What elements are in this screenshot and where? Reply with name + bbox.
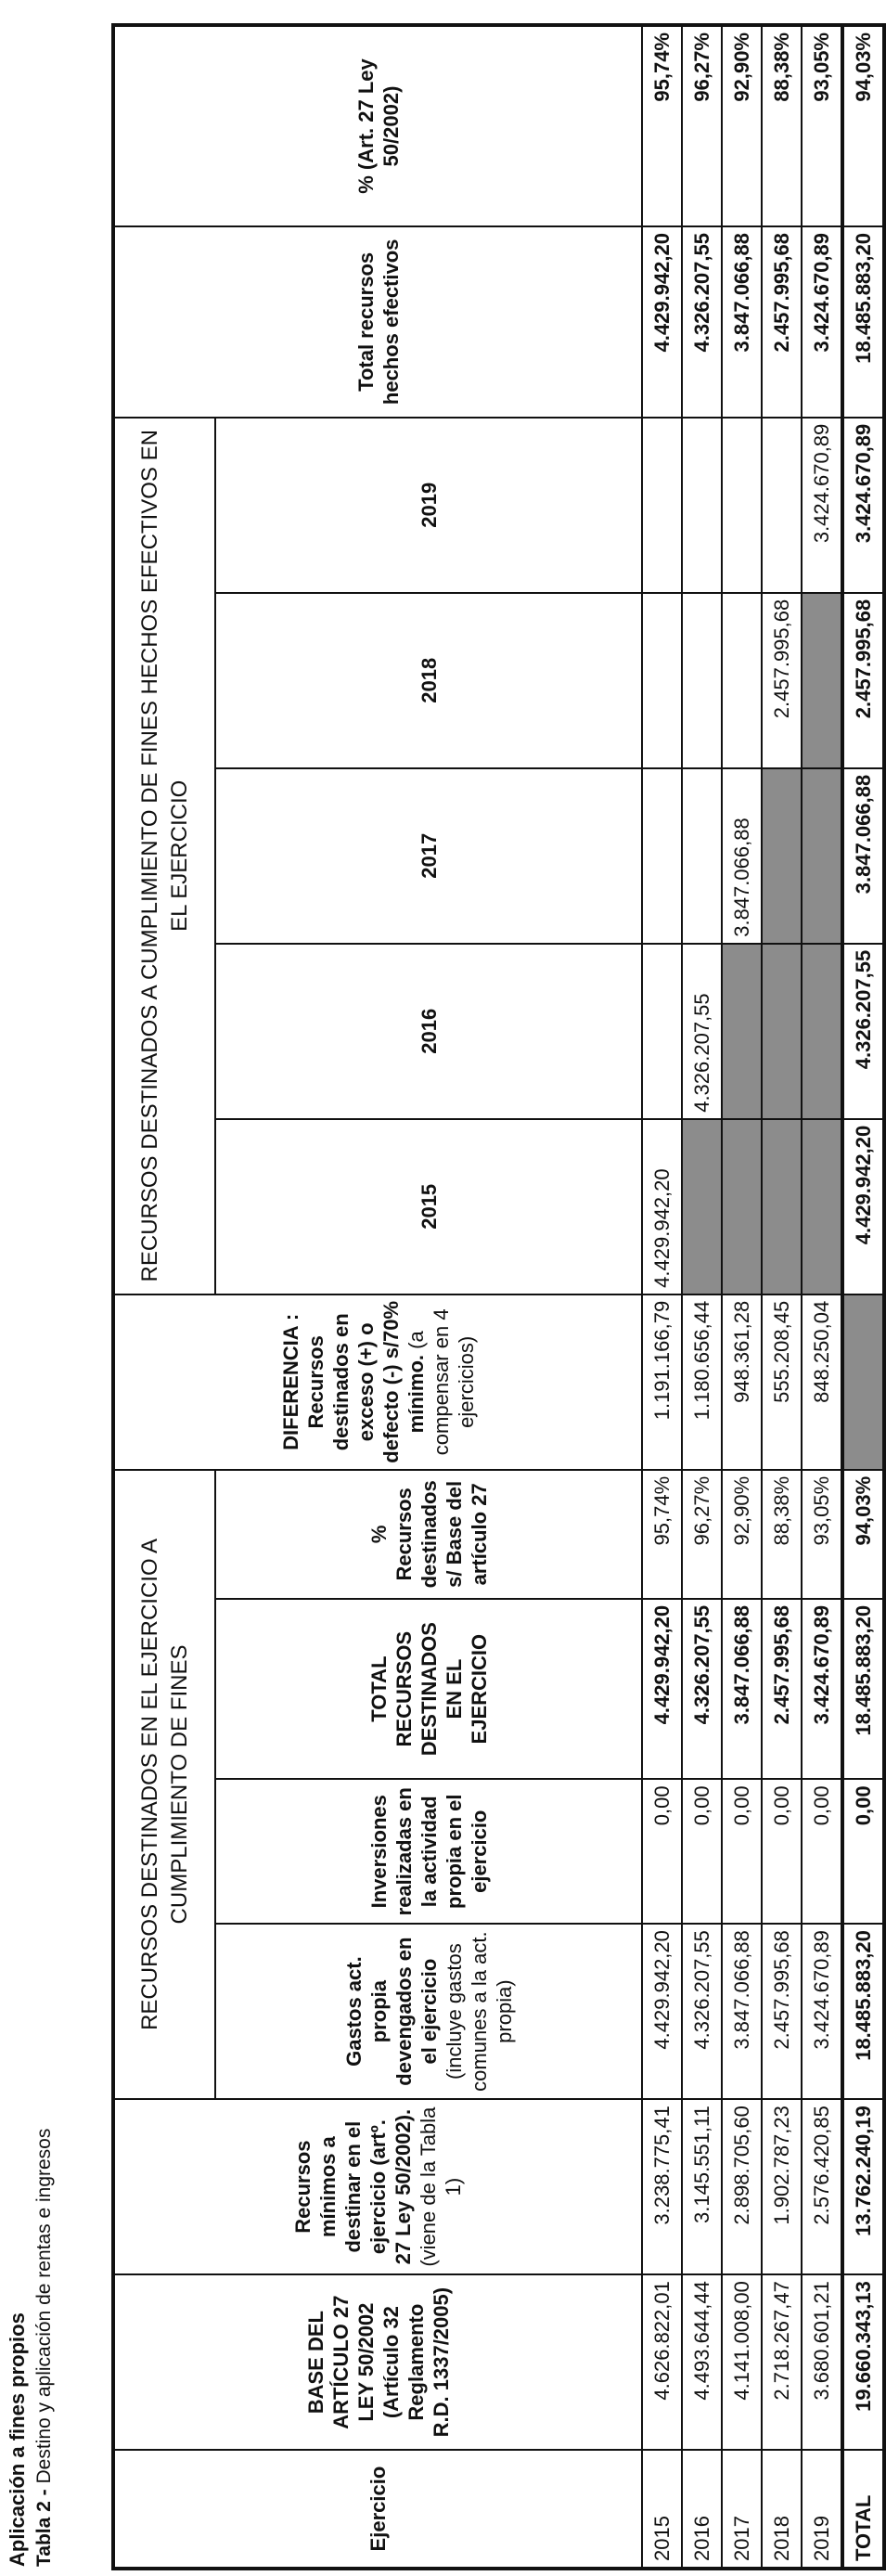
- header-recursos-minimos-note: (viene de la Tabla 1): [417, 2106, 465, 2267]
- header-year-2019: 2019: [215, 418, 642, 593]
- header-gastos-text: Gastos act. propia devengados en el ejercicio: [341, 1937, 441, 2086]
- cell-year-2018: [722, 593, 762, 768]
- cell-diferencia: 848.250,04: [802, 1294, 842, 1470]
- cell-year-2019: [682, 418, 722, 593]
- cell-total-hechos: 3.424.670,89: [802, 226, 842, 418]
- table-row: [722, 25, 762, 2569]
- header-group-ejercicio: RECURSOS DESTINADOS EN EL EJERCICIO A CUMPLIMIENTO DE FINES: [113, 1470, 215, 2099]
- caption-table-label: Tabla 2 -: [33, 2489, 55, 2567]
- cell-year-2019: [642, 418, 682, 593]
- cell-minimos: 1.902.787,23: [762, 2099, 802, 2274]
- cell-total-hechos: 4.429.942,20: [642, 226, 682, 418]
- table-caption: [0, 0, 83, 2576]
- caption-title: Aplicación a fines propios: [6, 2312, 29, 2567]
- cell-minimos: 3.238.775,41: [642, 2099, 682, 2274]
- header-gastos: [215, 1924, 642, 2099]
- cell-year-2018: 2.457.995,68: [842, 593, 884, 768]
- header-pct-art27: % (Art. 27 Ley 50/2002): [113, 25, 642, 226]
- cell-pct: 93,05%: [802, 1470, 842, 1599]
- cell-base: 4.493.644,44: [682, 2274, 722, 2450]
- cell-year-2017: 3.847.066,88: [842, 768, 884, 944]
- destino-rentas-table: [111, 23, 886, 2570]
- rotated-table-wrapper: [111, 23, 875, 2570]
- cell-gastos: 4.429.942,20: [642, 1924, 682, 2099]
- cell-total-hechos: 18.485.883,20: [842, 226, 884, 418]
- header-pct-recursos: % Recursos destinados s/ Base del artículo 27: [215, 1470, 642, 1599]
- cell-year-2017: [642, 768, 682, 944]
- cell-diferencia: 948.361,28: [722, 1294, 762, 1470]
- cell-pct-art: 94,03%: [842, 25, 884, 226]
- cell-inversiones: 0,00: [682, 1779, 722, 1924]
- header-base: BASE DEL ARTÍCULO 27 LEY 50/2002 (Artículo 32 Reglamento R.D. 1337/2005): [113, 2274, 642, 2450]
- table-total-row: [842, 25, 884, 2569]
- cell-pct: 94,03%: [842, 1470, 884, 1599]
- cell-year-2019: [762, 418, 802, 593]
- cell-pct-art: 88,38%: [762, 25, 802, 226]
- cell-year-2016: [642, 944, 682, 1119]
- cell-pct-art: 93,05%: [802, 25, 842, 226]
- header-inversiones: Inversiones realizadas en la actividad propia en el ejercicio: [215, 1779, 642, 1924]
- cell-total-hechos: 4.326.207,55: [682, 226, 722, 418]
- cell-total-hechos: 3.847.066,88: [722, 226, 762, 418]
- header-gastos-note: (incluye gastos comunes a la act. propia): [442, 1931, 516, 2092]
- cell-minimos: 3.145.551,11: [682, 2099, 722, 2274]
- cell-base: 4.141.008,00: [722, 2274, 762, 2450]
- cell-base: 2.718.267,47: [762, 2274, 802, 2450]
- cell-inversiones: 0,00: [842, 1779, 884, 1924]
- cell-year-2015: [682, 1119, 722, 1294]
- cell-ejercicio: 2018: [762, 2450, 802, 2569]
- cell-year-2019: 3.424.670,89: [842, 418, 884, 593]
- cell-inversiones: 0,00: [802, 1779, 842, 1924]
- cell-pct: 96,27%: [682, 1470, 722, 1599]
- header-diferencia: [113, 1294, 642, 1470]
- table-row: [682, 25, 722, 2569]
- cell-total: 2.457.995,68: [762, 1599, 802, 1780]
- cell-total-label: TOTAL: [842, 2450, 884, 2569]
- cell-total: 4.429.942,20: [642, 1599, 682, 1780]
- cell-year-2016: [762, 944, 802, 1119]
- header-year-2015: 2015: [215, 1119, 642, 1294]
- cell-diferencia: 1.191.166,79: [642, 1294, 682, 1470]
- cell-inversiones: 0,00: [722, 1779, 762, 1924]
- cell-year-2015: [722, 1119, 762, 1294]
- cell-year-2018: [802, 593, 842, 768]
- cell-gastos: 3.424.670,89: [802, 1924, 842, 2099]
- cell-base: 19.660.343,13: [842, 2274, 884, 2450]
- cell-total: 4.326.207,55: [682, 1599, 722, 1780]
- header-total-hechos: Total recursos hechos efectivos: [113, 226, 642, 418]
- cell-gastos: 3.847.066,88: [722, 1924, 762, 2099]
- header-total-recursos: TOTAL RECURSOS DESTINADOS EN EL EJERCICIO: [215, 1599, 642, 1780]
- cell-pct-art: 92,90%: [722, 25, 762, 226]
- cell-pct: 95,74%: [642, 1470, 682, 1599]
- cell-year-2018: 2.457.995,68: [762, 593, 802, 768]
- header-diferencia-text: DIFERENCIA : Recursos destinados en exceso (+) o defecto (-) s/70% mínimo.: [278, 1300, 428, 1463]
- cell-total-hechos: 2.457.995,68: [762, 226, 802, 418]
- cell-ejercicio: 2017: [722, 2450, 762, 2569]
- cell-year-2016: 4.326.207,55: [682, 944, 722, 1119]
- cell-ejercicio: 2015: [642, 2450, 682, 2569]
- cell-diferencia: 1.180.656,44: [682, 1294, 722, 1470]
- cell-pct-art: 95,74%: [642, 25, 682, 226]
- cell-year-2017: [682, 768, 722, 944]
- cell-diferencia: 555.208,45: [762, 1294, 802, 1470]
- cell-year-2016: [722, 944, 762, 1119]
- cell-year-2015: 4.429.942,20: [842, 1119, 884, 1294]
- table-row: [642, 25, 682, 2569]
- cell-year-2015: [802, 1119, 842, 1294]
- header-recursos-minimos: [113, 2099, 642, 2274]
- header-year-2017: 2017: [215, 768, 642, 944]
- table-row: [802, 25, 842, 2569]
- cell-ejercicio: 2019: [802, 2450, 842, 2569]
- cell-pct-art: 96,27%: [682, 25, 722, 226]
- cell-gastos: 2.457.995,68: [762, 1924, 802, 2099]
- cell-year-2016: [802, 944, 842, 1119]
- cell-year-2015: [762, 1119, 802, 1294]
- cell-inversiones: 0,00: [762, 1779, 802, 1924]
- header-diferencia-note: (a compensar en 4 ejercicios): [404, 1308, 478, 1456]
- header-year-2016: 2016: [215, 944, 642, 1119]
- cell-base: 4.626.822,01: [642, 2274, 682, 2450]
- header-recursos-minimos-text: Recursos mínimos a destinar en el ejercicio (artº. 27 Ley 50/2002).: [291, 2108, 415, 2265]
- cell-year-2018: [682, 593, 722, 768]
- cell-year-2015: 4.429.942,20: [642, 1119, 682, 1294]
- cell-ejercicio: 2016: [682, 2450, 722, 2569]
- cell-year-2019: 3.424.670,89: [802, 418, 842, 593]
- caption-subtitle: [32, 0, 58, 2567]
- cell-year-2017: 3.847.066,88: [722, 768, 762, 944]
- table-row: [762, 25, 802, 2569]
- cell-diferencia: [842, 1294, 884, 1470]
- header-year-2018: 2018: [215, 593, 642, 768]
- cell-minimos: 2.898.705,60: [722, 2099, 762, 2274]
- cell-gastos: 4.326.207,55: [682, 1924, 722, 2099]
- cell-base: 3.680.601,21: [802, 2274, 842, 2450]
- cell-total: 3.424.670,89: [802, 1599, 842, 1780]
- caption-table-desc: Destino y aplicación de rentas e ingresos: [33, 2128, 55, 2490]
- header-row-1: [113, 25, 215, 2569]
- cell-minimos: 13.762.240,19: [842, 2099, 884, 2274]
- cell-year-2017: [802, 768, 842, 944]
- cell-pct: 92,90%: [722, 1470, 762, 1599]
- cell-total: 18.485.883,20: [842, 1599, 884, 1780]
- cell-gastos: 18.485.883,20: [842, 1924, 884, 2099]
- cell-pct: 88,38%: [762, 1470, 802, 1599]
- header-group-fines: RECURSOS DESTINADOS A CUMPLIMIENTO DE FINES HECHOS EFECTIVOS EN EL EJERCICIO: [113, 418, 215, 1294]
- cell-minimos: 2.576.420,85: [802, 2099, 842, 2274]
- cell-year-2016: 4.326.207,55: [842, 944, 884, 1119]
- cell-year-2019: [722, 418, 762, 593]
- cell-year-2017: [762, 768, 802, 944]
- header-ejercicio: Ejercicio: [113, 2450, 642, 2569]
- cell-inversiones: 0,00: [642, 1779, 682, 1924]
- cell-year-2018: [642, 593, 682, 768]
- cell-total: 3.847.066,88: [722, 1599, 762, 1780]
